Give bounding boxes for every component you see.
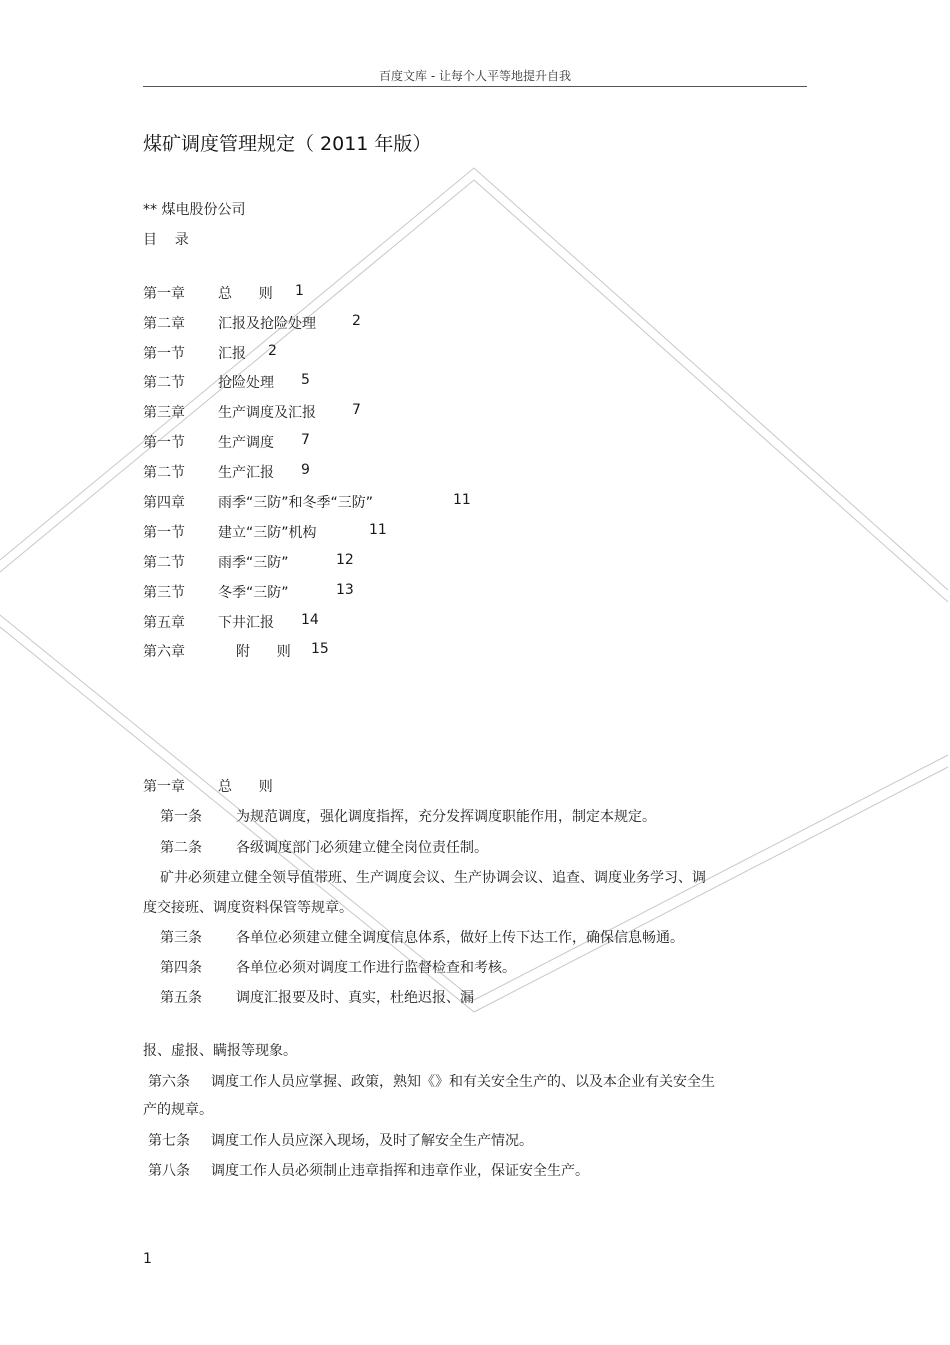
toc-title: 雨季“三防”和冬季“三防”: [218, 495, 374, 511]
article-number: 第二条: [160, 840, 202, 856]
article-text: 调度工作人员应深入现场，及时了解安全生产情况。: [211, 1133, 533, 1149]
toc-title: 冬季“三防”: [218, 585, 289, 601]
toc-page: 15: [311, 641, 329, 657]
article-number: 第六条: [148, 1074, 190, 1090]
toc-title: 生产汇报: [218, 465, 274, 481]
toc-page: 2: [352, 313, 361, 329]
article-text: 各单位必须对调度工作进行监督检查和考核。: [236, 960, 516, 976]
toc-chapter: 第三节: [143, 585, 185, 601]
chapter-heading-number: 第一章: [143, 779, 185, 795]
toc-title: 雨季“三防”: [218, 555, 289, 571]
toc-page: 11: [453, 492, 471, 508]
toc-title: 下井汇报: [218, 615, 274, 631]
toc-title: 汇报及抢险处理: [218, 316, 316, 332]
toc-chapter: 第二节: [143, 555, 185, 571]
toc-page: 14: [301, 612, 319, 628]
header-rule: [143, 86, 807, 87]
toc-page: 12: [336, 552, 354, 568]
chapter-heading-title: 总 则: [218, 779, 273, 795]
document-title: 煤矿调度管理规定（ 2011 年版）: [143, 133, 432, 155]
toc-page: 7: [301, 432, 310, 448]
toc-chapter: 第五章: [143, 615, 185, 631]
article-text: 调度工作人员应掌握、政策，熟知《》和有关安全生产的、以及本企业有关安全生: [211, 1074, 715, 1090]
toc-chapter: 第二节: [143, 375, 185, 391]
toc-title: 总 则: [218, 286, 273, 302]
toc-chapter: 第六章: [143, 644, 185, 660]
article-number: 第七条: [148, 1133, 190, 1149]
article-number: 第八条: [148, 1163, 190, 1179]
paragraph-line: 产的规章。: [143, 1102, 213, 1118]
toc-chapter: 第二章: [143, 316, 185, 332]
article-text: 调度工作人员必须制止违章指挥和违章作业，保证安全生产。: [211, 1163, 589, 1179]
toc-title: 生产调度及汇报: [218, 405, 316, 421]
article-number: 第一条: [160, 809, 202, 825]
page-header: 百度文库 - 让每个人平等地提升自我: [379, 69, 571, 83]
toc-chapter: 第四章: [143, 495, 185, 511]
toc-page: 1: [295, 283, 304, 299]
toc-title: 附 则: [236, 644, 291, 660]
toc-title: 抢险处理: [218, 375, 274, 391]
toc-page: 13: [336, 582, 354, 598]
toc-page: 11: [369, 522, 387, 538]
article-text: 各级调度部门必须建立健全岗位责任制。: [236, 840, 488, 856]
article-text: 为规范调度，强化调度指挥，充分发挥调度职能作用，制定本规定。: [236, 809, 656, 825]
page-number: 1: [143, 1251, 152, 1267]
toc-chapter: 第一节: [143, 435, 185, 451]
toc-chapter: 第一节: [143, 525, 185, 541]
paragraph-line: 度交接班、调度资料保管等规章。: [143, 900, 353, 916]
article-number: 第三条: [160, 930, 202, 946]
toc-chapter: 第三章: [143, 405, 185, 421]
toc-page: 5: [301, 372, 310, 388]
toc-title: 汇报: [218, 346, 246, 362]
toc-chapter: 第二节: [143, 465, 185, 481]
toc-page: 7: [352, 402, 361, 418]
toc-heading: 目 录: [143, 232, 189, 248]
article-text: 调度汇报要及时、真实，杜绝迟报、漏: [236, 990, 474, 1006]
toc-page: 2: [268, 343, 277, 359]
paragraph-line: 报、虚报、瞒报等现象。: [143, 1043, 297, 1059]
article-number: 第四条: [160, 960, 202, 976]
article-text: 各单位必须建立健全调度信息体系，做好上传下达工作，确保信息畅通。: [236, 930, 684, 946]
toc-chapter: 第一章: [143, 286, 185, 302]
article-number: 第五条: [160, 990, 202, 1006]
company-name: ** 煤电股份公司: [143, 202, 246, 218]
toc-chapter: 第一节: [143, 346, 185, 362]
paragraph-line: 矿井必须建立健全领导值带班、生产调度会议、生产协调会议、追查、调度业务学习、调: [160, 870, 706, 886]
toc-page: 9: [301, 462, 310, 478]
toc-title: 建立“三防”机构: [218, 525, 317, 541]
toc-title: 生产调度: [218, 435, 274, 451]
